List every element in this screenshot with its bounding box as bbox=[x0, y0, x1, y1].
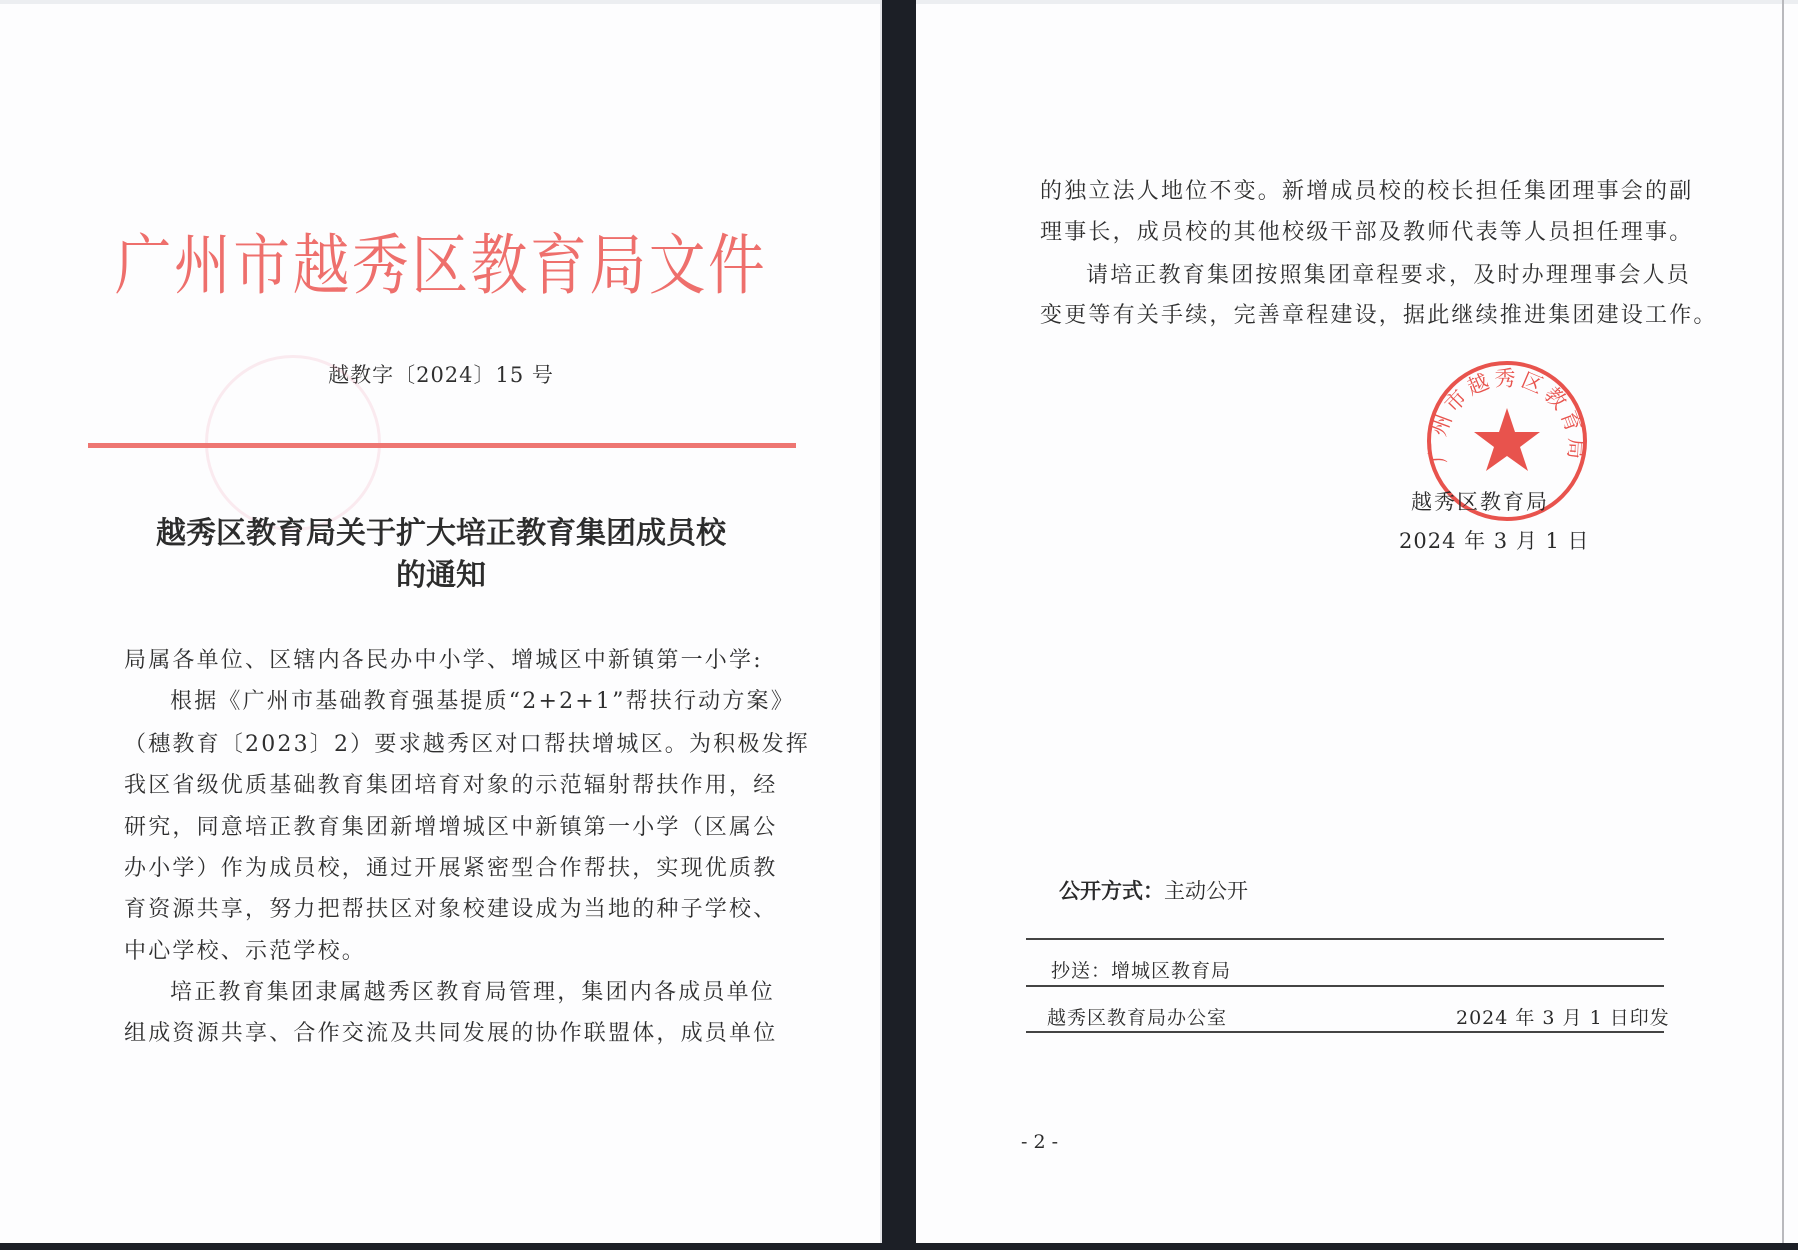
body-line: 理事长，成员校的其他校级干部及教师代表等人员担任理事。 bbox=[1040, 220, 1694, 245]
print-date: 2024 年 3 月 1 日印发 bbox=[1456, 1007, 1670, 1029]
body-line: 请培正教育集团按照集团章程要求，及时办理理事会人员 bbox=[1086, 263, 1692, 288]
page-number: - 2 - bbox=[1021, 1131, 1059, 1153]
notice-title-line-1: 越秀区教育局关于扩大培正教育集团成员校 bbox=[156, 516, 726, 551]
red-separator-line bbox=[88, 443, 796, 448]
body-line: 研究，同意培正教育集团新增增城区中新镇第一小学（区属公 bbox=[124, 815, 778, 840]
page-right-edge bbox=[1782, 0, 1784, 1243]
body-line: 的独立法人地位不变。新增成员校的校长担任集团理事会的副 bbox=[1040, 179, 1694, 204]
document-page-2 bbox=[916, 0, 1798, 1243]
body-line: 我区省级优质基础教育集团培育对象的示范辐射帮扶作用，经 bbox=[124, 773, 778, 798]
document-red-header: 广州市越秀区教育局文件 bbox=[114, 227, 768, 304]
document-page-1 bbox=[0, 0, 882, 1243]
page-edge-shadow bbox=[916, 0, 1798, 4]
signature-date: 2024 年 3 月 1 日 bbox=[1399, 529, 1590, 553]
salutation: 局属各单位、区辖内各民办中小学、增城区中新镇第一小学: bbox=[124, 648, 763, 673]
body-line: （穗教育〔2023〕2）要求越秀区对口帮扶增城区。为积极发挥 bbox=[124, 732, 810, 757]
document-number: 越教字〔2024〕15 号 bbox=[328, 363, 554, 387]
footer-rule-top bbox=[1026, 938, 1664, 940]
notice-title bbox=[0, 513, 882, 597]
cc-recipients: 抄送：增城区教育局 bbox=[1051, 960, 1232, 982]
page-edge-shadow bbox=[0, 0, 880, 4]
disclosure-method bbox=[1059, 875, 1248, 905]
body-line: 培正教育集团隶属越秀区教育局管理，集团内各成员单位 bbox=[170, 980, 776, 1005]
svg-text:广州市越秀区教育局: 广州市越秀区教育局 bbox=[1425, 366, 1589, 464]
signature-organization: 越秀区教育局 bbox=[1411, 490, 1549, 514]
body-line: 中心学校、示范学校。 bbox=[124, 939, 367, 964]
footer-rule-bottom bbox=[1026, 1031, 1664, 1033]
disclosure-value: 主动公开 bbox=[1164, 879, 1248, 903]
body-line: 组成资源共享、合作交流及共同发展的协作联盟体，成员单位 bbox=[124, 1021, 778, 1046]
body-line: 变更等有关手续，完善章程建设，据此继续推进集团建设工作。 bbox=[1040, 303, 1718, 328]
body-line: 育资源共享，努力把帮扶区对象校建设成为当地的种子学校、 bbox=[124, 897, 778, 922]
disclosure-label: 公开方式： bbox=[1059, 879, 1164, 903]
body-line: 根据《广州市基础教育强基提质“2+2+1”帮扶行动方案》 bbox=[170, 689, 795, 714]
body-line: 办小学）作为成员校，通过开展紧密型合作帮扶，实现优质教 bbox=[124, 856, 778, 881]
issuing-office: 越秀区教育局办公室 bbox=[1047, 1007, 1228, 1029]
notice-title-line-2: 的通知 bbox=[396, 558, 486, 593]
viewer-bottom-bar bbox=[0, 1243, 1798, 1250]
footer-rule-middle bbox=[1026, 985, 1664, 987]
